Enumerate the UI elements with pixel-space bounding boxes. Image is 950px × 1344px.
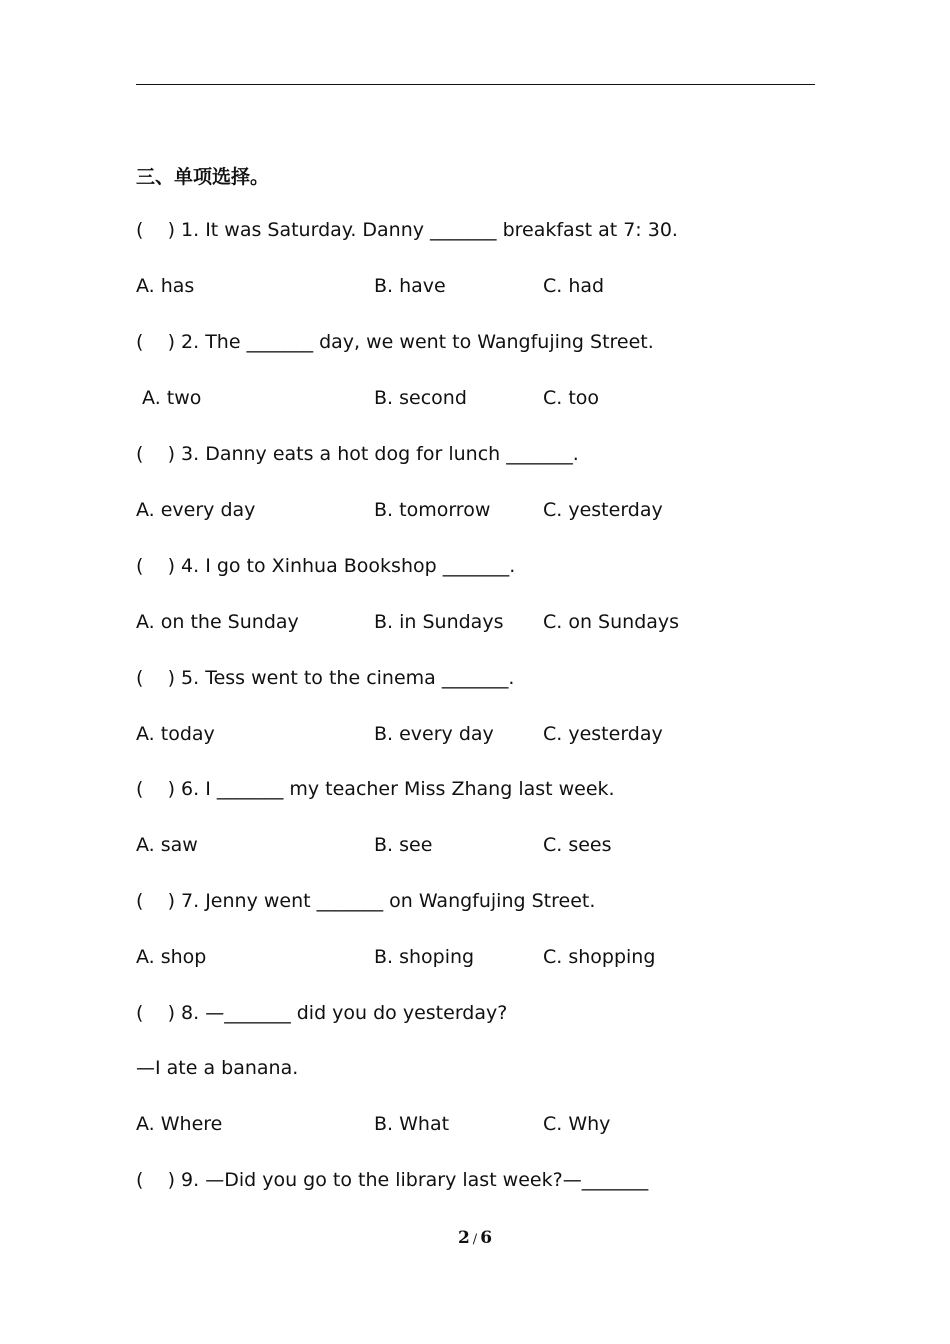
question-3-option-c: C. yesterday [543, 499, 663, 521]
question-4-option-a: A. on the Sunday [136, 611, 299, 633]
question-2-option-c: C. too [543, 387, 600, 409]
question-5-stem: ( ) 5. Tess went to the cinema _______. [136, 667, 515, 689]
question-7-stem: ( ) 7. Jenny went _______ on Wangfujing Street. [136, 890, 596, 912]
question-5-option-b: B. every day [374, 723, 494, 745]
question-5-option-c: C. yesterday [543, 723, 663, 745]
question-1-option-b: B. have [374, 275, 446, 297]
question-3-stem: ( ) 3. Danny eats a hot dog for lunch _______. [136, 443, 579, 465]
question-2-stem: ( ) 2. The _______ day, we went to Wangfujing Street. [136, 331, 654, 353]
question-5-option-a: A. today [136, 723, 215, 745]
question-8-option-b: B. What [374, 1113, 450, 1135]
page-separator: / [472, 1232, 478, 1247]
question-2-option-a: A. two [136, 387, 202, 409]
question-9-stem: ( ) 9. —Did you go to the library last week?—_______ [136, 1169, 649, 1191]
page-number [0, 1228, 950, 1248]
question-1-option-c: C. had [543, 275, 605, 297]
page-total: 6 [480, 1228, 493, 1248]
question-6-stem: ( ) 6. I _______ my teacher Miss Zhang last week. [136, 778, 615, 800]
question-3-option-b: B. tomorrow [374, 499, 491, 521]
question-8-stem: ( ) 8. —_______ did you do yesterday? [136, 1002, 508, 1024]
question-1-stem: ( ) 1. It was Saturday. Danny _______ breakfast at 7: 30. [136, 219, 678, 241]
question-4-stem: ( ) 4. I go to Xinhua Bookshop _______. [136, 555, 516, 577]
question-6-option-c: C. sees [543, 834, 612, 856]
page-current: 2 [457, 1228, 470, 1248]
question-8-answer-line: —I ate a banana. [136, 1057, 299, 1079]
question-4-option-c: C. on Sundays [543, 611, 680, 633]
question-8-option-c: C. Why [543, 1113, 611, 1135]
question-3-option-a: A. every day [136, 499, 256, 521]
question-7-option-a: A. shop [136, 946, 207, 968]
question-6-option-b: B. see [374, 834, 433, 856]
section-title: 三、单项选择。 [136, 166, 270, 188]
header-rule [136, 84, 815, 85]
question-8-option-a: A. Where [136, 1113, 223, 1135]
question-2-option-b: B. second [374, 387, 467, 409]
question-4-option-b: B. in Sundays [374, 611, 504, 633]
question-6-option-a: A. saw [136, 834, 198, 856]
question-7-option-b: B. shoping [374, 946, 475, 968]
question-7-option-c: C. shopping [543, 946, 656, 968]
question-1-option-a: A. has [136, 275, 195, 297]
